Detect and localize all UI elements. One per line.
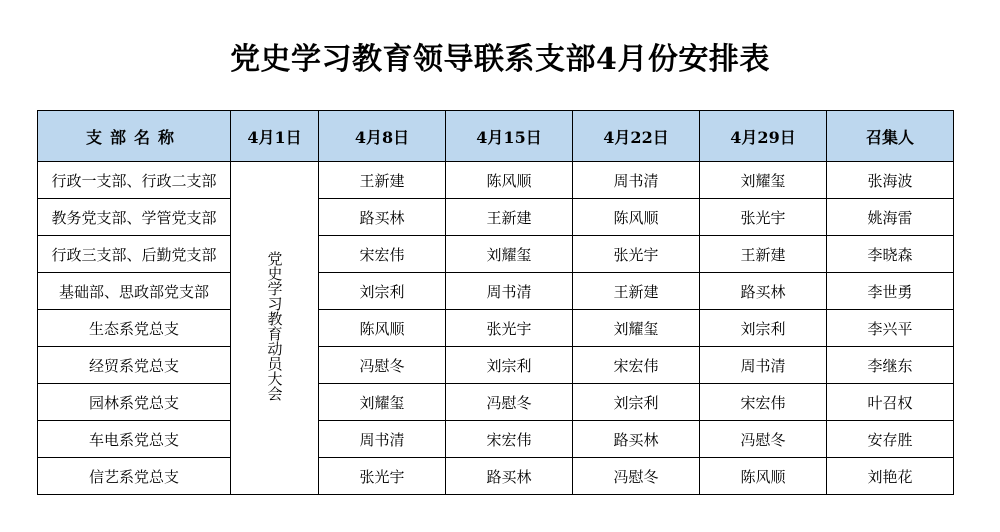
schedule-table [37, 110, 954, 495]
apr1-event-label: 党史学习教育动员大会 [265, 251, 284, 401]
cell-apr8: 宋宏伟 [319, 236, 446, 273]
cell-apr8: 王新建 [319, 162, 446, 199]
cell-branch-name: 经贸系党总支 [38, 347, 231, 384]
cell-apr15: 刘宗利 [446, 347, 573, 384]
cell-apr15: 王新建 [446, 199, 573, 236]
cell-convener: 叶召权 [827, 384, 954, 421]
cell-apr22: 路买林 [573, 421, 700, 458]
cell-apr8: 冯慰冬 [319, 347, 446, 384]
cell-apr15: 陈风顺 [446, 162, 573, 199]
cell-convener: 李晓森 [827, 236, 954, 273]
cell-apr15: 张光宇 [446, 310, 573, 347]
cell-apr15: 刘耀玺 [446, 236, 573, 273]
header-apr8: 4月8日 [319, 111, 446, 162]
cell-apr29: 路买林 [700, 273, 827, 310]
cell-apr8: 刘宗利 [319, 273, 446, 310]
cell-apr8: 周书清 [319, 421, 446, 458]
cell-apr29: 张光宇 [700, 199, 827, 236]
cell-apr29: 陈风顺 [700, 458, 827, 495]
header-apr1: 4月1日 [231, 111, 319, 162]
cell-branch-name: 行政三支部、后勤党支部 [38, 236, 231, 273]
cell-apr29: 王新建 [700, 236, 827, 273]
cell-branch-name: 生态系党总支 [38, 310, 231, 347]
table-row [38, 162, 954, 199]
cell-apr22: 冯慰冬 [573, 458, 700, 495]
header-apr22: 4月22日 [573, 111, 700, 162]
cell-convener: 姚海雷 [827, 199, 954, 236]
cell-apr15: 周书清 [446, 273, 573, 310]
cell-convener: 张海波 [827, 162, 954, 199]
cell-apr8: 张光宇 [319, 458, 446, 495]
cell-branch-name: 信艺系党总支 [38, 458, 231, 495]
cell-apr29: 冯慰冬 [700, 421, 827, 458]
cell-apr8: 路买林 [319, 199, 446, 236]
header-row [38, 111, 954, 162]
cell-apr8: 刘耀玺 [319, 384, 446, 421]
cell-apr29: 周书清 [700, 347, 827, 384]
cell-apr15: 冯慰冬 [446, 384, 573, 421]
table-row [38, 421, 954, 458]
header-apr29: 4月29日 [700, 111, 827, 162]
table-header [38, 111, 954, 162]
cell-apr22: 刘宗利 [573, 384, 700, 421]
cell-branch-name: 基础部、思政部党支部 [38, 273, 231, 310]
cell-apr29: 宋宏伟 [700, 384, 827, 421]
cell-apr22: 张光宇 [573, 236, 700, 273]
cell-branch-name: 园林系党总支 [38, 384, 231, 421]
cell-convener: 安存胜 [827, 421, 954, 458]
header-apr15: 4月15日 [446, 111, 573, 162]
table-row [38, 236, 954, 273]
cell-apr29: 刘耀玺 [700, 162, 827, 199]
cell-apr22: 周书清 [573, 162, 700, 199]
table-row [38, 199, 954, 236]
cell-apr22: 刘耀玺 [573, 310, 700, 347]
cell-convener: 刘艳花 [827, 458, 954, 495]
cell-branch-name: 教务党支部、学管党支部 [38, 199, 231, 236]
cell-apr22: 陈风顺 [573, 199, 700, 236]
cell-apr22: 王新建 [573, 273, 700, 310]
table-body [38, 162, 954, 495]
cell-branch-name: 行政一支部、行政二支部 [38, 162, 231, 199]
cell-apr29: 刘宗利 [700, 310, 827, 347]
cell-convener: 李兴平 [827, 310, 954, 347]
table-row [38, 458, 954, 495]
page-title: 党史学习教育领导联系支部4月份安排表 [230, 42, 770, 77]
header-convener: 召集人 [827, 111, 954, 162]
cell-convener: 李世勇 [827, 273, 954, 310]
cell-apr15: 路买林 [446, 458, 573, 495]
cell-convener: 李继东 [827, 347, 954, 384]
table-row [38, 273, 954, 310]
cell-branch-name: 车电系党总支 [38, 421, 231, 458]
table-row [38, 384, 954, 421]
table-row [38, 347, 954, 384]
cell-apr22: 宋宏伟 [573, 347, 700, 384]
cell-apr8: 陈风顺 [319, 310, 446, 347]
table-row [38, 310, 954, 347]
cell-apr15: 宋宏伟 [446, 421, 573, 458]
header-branch-name: 支部名称 [38, 111, 231, 162]
cell-apr1-merged [231, 162, 319, 495]
